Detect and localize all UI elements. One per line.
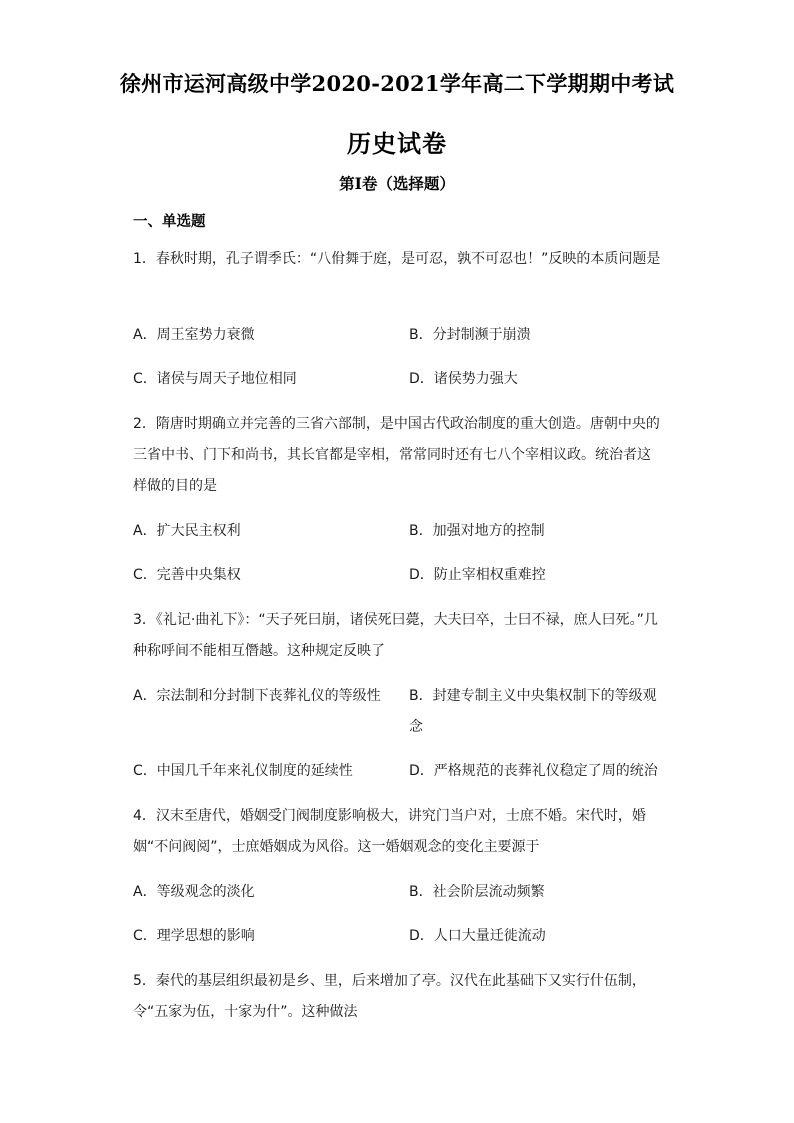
question-1-option-a[interactable]: A．周王室势力衰微 (133, 327, 255, 343)
part-title: 第I卷（选择题） (339, 174, 455, 193)
question-2-stem: 2．隋唐时期确立并完善的三省六部制，是中国古代政治制度的重大创造。唐朝中央的三省中书、门下和尚书，其长官都是宰相，常常同时还有七八个宰相议政。统治者这样做的目的是 (133, 416, 660, 494)
question-2-option-d[interactable]: D．防止宰相权重难控 (409, 567, 546, 583)
question-4-option-c[interactable]: C．理学思想的影响 (133, 928, 255, 944)
question-2-option-a[interactable]: A．扩大民主权利 (133, 523, 241, 539)
question-1-option-c[interactable]: C．诸侯与周天子地位相同 (133, 371, 297, 387)
question-3-option-d[interactable]: D．严格规范的丧葬礼仪稳定了周的统治 (409, 763, 658, 779)
question-4-option-d[interactable]: D．人口大量迁徙流动 (409, 928, 546, 944)
question-2-option-c[interactable]: C．完善中央集权 (133, 567, 241, 583)
question-3-option-c[interactable]: C．中国几千年来礼仪制度的延续性 (133, 763, 353, 779)
question-2-option-b[interactable]: B．加强对地方的控制 (409, 523, 545, 539)
question-1-option-d[interactable]: D．诸侯势力强大 (409, 371, 518, 387)
question-4-option-a[interactable]: A．等级观念的淡化 (133, 884, 255, 900)
question-4-option-b[interactable]: B．社会阶层流动频繁 (409, 884, 545, 900)
question-1-option-b[interactable]: B．分封制濒于崩溃 (409, 327, 531, 343)
question-1-stem: 1．春秋时期，孔子谓季氏：“八佾舞于庭，是可忍，孰不可忍也！”反映的本质问题是 (133, 251, 661, 267)
question-5-stem: 5．秦代的基层组织最初是乡、里，后来增加了亭。汉代在此基础下又实行什伍制，令“五家为伍，十家为什”。这种做法 (133, 973, 646, 1020)
question-4-stem: 4．汉末至唐代，婚姻受门阀制度影响极大，讲究门当户对，士庶不婚。宋代时，婚姻“不问阀阅”，士庶婚姻成为风俗。这一婚姻观念的变化主要源于 (133, 808, 646, 855)
question-3-option-a[interactable]: A．宗法制和分封制下丧葬礼仪的等级性 (133, 688, 381, 704)
section-heading: 一、单选题 (133, 214, 206, 230)
question-3-stem: 3．《礼记·曲礼下》：“天子死曰崩，诸侯死曰薨，大夫曰卒，士曰不禄，庶人曰死。”几种称呼间不能相互僭越。这种规定反映了 (133, 612, 658, 659)
exam-title: 徐州市运河高级中学2020-2021学年高二下学期期中考试 (119, 71, 675, 96)
question-3-option-b[interactable]: B．封建专制主义中央集权制下的等级观念 (409, 688, 657, 735)
subject-title: 历史试卷 (347, 129, 447, 158)
